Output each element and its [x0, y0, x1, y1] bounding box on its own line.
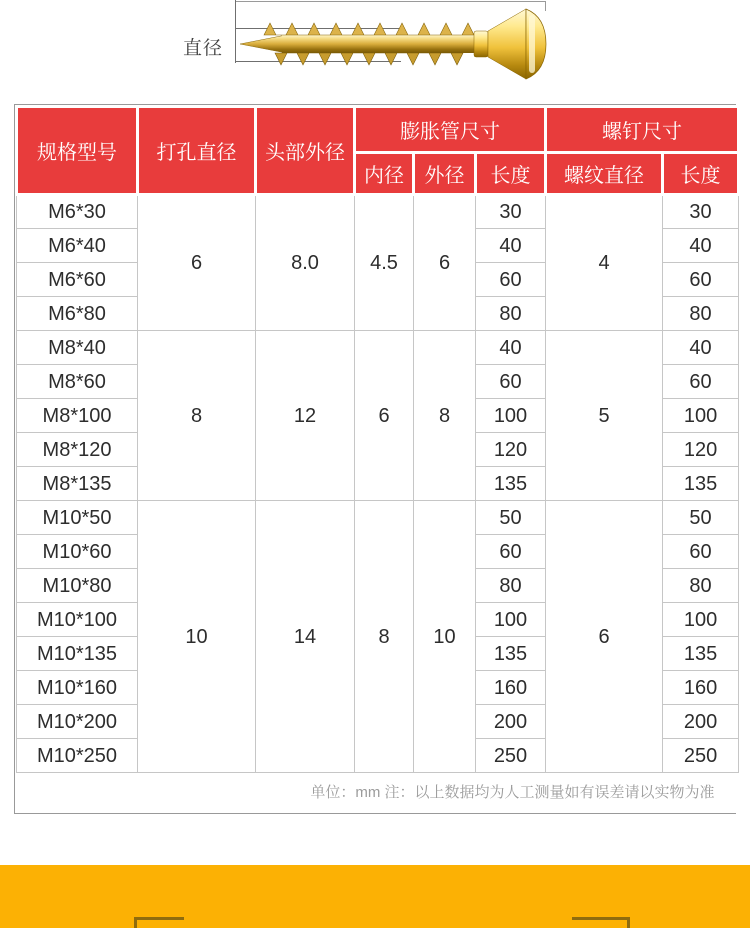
thread-cell: 4 — [546, 195, 663, 331]
spec-cell: M6*30 — [17, 195, 138, 229]
header-outer: 外径 — [414, 153, 476, 195]
drill-cell: 6 — [138, 195, 256, 331]
header-tube-len: 长度 — [476, 153, 546, 195]
spec-cell: M8*60 — [17, 365, 138, 399]
outer-cell: 10 — [414, 501, 476, 773]
thread-cell: 5 — [546, 331, 663, 501]
photo-frame-top-line — [235, 1, 546, 2]
drill-cell: 8 — [138, 331, 256, 501]
spec-cell: M8*100 — [17, 399, 138, 433]
spec-cell: M8*120 — [17, 433, 138, 467]
outer-cell: 6 — [414, 195, 476, 331]
screw-length-cell: 160 — [663, 671, 739, 705]
spec-cell: M8*135 — [17, 467, 138, 501]
header-thread: 螺纹直径 — [546, 153, 663, 195]
screw-image — [238, 7, 548, 87]
tube-length-cell: 160 — [476, 671, 546, 705]
outer-cell: 8 — [414, 331, 476, 501]
tube-length-cell: 135 — [476, 637, 546, 671]
screw-length-cell: 60 — [663, 263, 739, 297]
promo-band — [0, 865, 750, 928]
drill-cell: 10 — [138, 501, 256, 773]
header-inner: 内径 — [355, 153, 414, 195]
spec-cell: M10*100 — [17, 603, 138, 637]
header-head: 头部外径 — [256, 107, 355, 195]
tube-length-cell: 100 — [476, 603, 546, 637]
header-screw-len: 长度 — [663, 153, 739, 195]
tube-length-cell: 80 — [476, 297, 546, 331]
dimension-line — [235, 0, 236, 63]
tube-length-cell: 135 — [476, 467, 546, 501]
frame-corner-left — [134, 917, 184, 928]
spec-cell: M10*200 — [17, 705, 138, 739]
tube-length-cell: 60 — [476, 535, 546, 569]
spec-cell: M6*60 — [17, 263, 138, 297]
spec-cell: M10*50 — [17, 501, 138, 535]
screw-length-cell: 100 — [663, 603, 739, 637]
screw-length-cell: 80 — [663, 297, 739, 331]
screw-length-cell: 135 — [663, 637, 739, 671]
inner-cell: 6 — [355, 331, 414, 501]
tube-length-cell: 60 — [476, 263, 546, 297]
spec-cell: M10*135 — [17, 637, 138, 671]
screw-length-cell: 40 — [663, 229, 739, 263]
spec-cell: M10*60 — [17, 535, 138, 569]
screw-figure — [0, 0, 750, 100]
screw-length-cell: 135 — [663, 467, 739, 501]
screw-length-cell: 100 — [663, 399, 739, 433]
tube-length-cell: 50 — [476, 501, 546, 535]
spec-table-container — [14, 104, 736, 814]
screw-length-cell: 250 — [663, 739, 739, 773]
spec-cell: M10*80 — [17, 569, 138, 603]
screw-length-cell: 60 — [663, 535, 739, 569]
screw-length-cell: 80 — [663, 569, 739, 603]
header-spec: 规格型号 — [17, 107, 138, 195]
spec-cell: M6*40 — [17, 229, 138, 263]
head-cell: 14 — [256, 501, 355, 773]
screw-length-cell: 40 — [663, 331, 739, 365]
screw-length-cell: 30 — [663, 195, 739, 229]
tube-length-cell: 80 — [476, 569, 546, 603]
table-row — [17, 331, 739, 365]
spec-cell: M10*160 — [17, 671, 138, 705]
head-cell: 12 — [256, 331, 355, 501]
screw-length-cell: 50 — [663, 501, 739, 535]
spec-cell: M8*40 — [17, 331, 138, 365]
tube-length-cell: 120 — [476, 433, 546, 467]
tube-length-cell: 100 — [476, 399, 546, 433]
screw-length-cell: 60 — [663, 365, 739, 399]
table-row — [17, 501, 739, 535]
thread-cell: 6 — [546, 501, 663, 773]
unit-note: 单位：mm 注：以上数据均为人工测量如有误差请以实物为准 — [17, 773, 739, 813]
inner-cell: 8 — [355, 501, 414, 773]
diameter-label: 直径 — [183, 38, 224, 59]
spec-cell: M10*250 — [17, 739, 138, 773]
frame-corner-right — [572, 917, 630, 928]
tube-length-cell: 40 — [476, 331, 546, 365]
head-cell: 8.0 — [256, 195, 355, 331]
tube-length-cell: 40 — [476, 229, 546, 263]
header-tube-group: 膨胀管尺寸 — [355, 107, 546, 153]
spec-table — [15, 105, 740, 813]
tube-length-cell: 200 — [476, 705, 546, 739]
header-screw-group: 螺钉尺寸 — [546, 107, 739, 153]
tube-length-cell: 60 — [476, 365, 546, 399]
tube-length-cell: 30 — [476, 195, 546, 229]
inner-cell: 4.5 — [355, 195, 414, 331]
table-row — [17, 195, 739, 229]
screw-length-cell: 200 — [663, 705, 739, 739]
tube-length-cell: 250 — [476, 739, 546, 773]
spec-cell: M6*80 — [17, 297, 138, 331]
screw-length-cell: 120 — [663, 433, 739, 467]
header-drill: 打孔直径 — [138, 107, 256, 195]
table-row — [17, 773, 739, 813]
